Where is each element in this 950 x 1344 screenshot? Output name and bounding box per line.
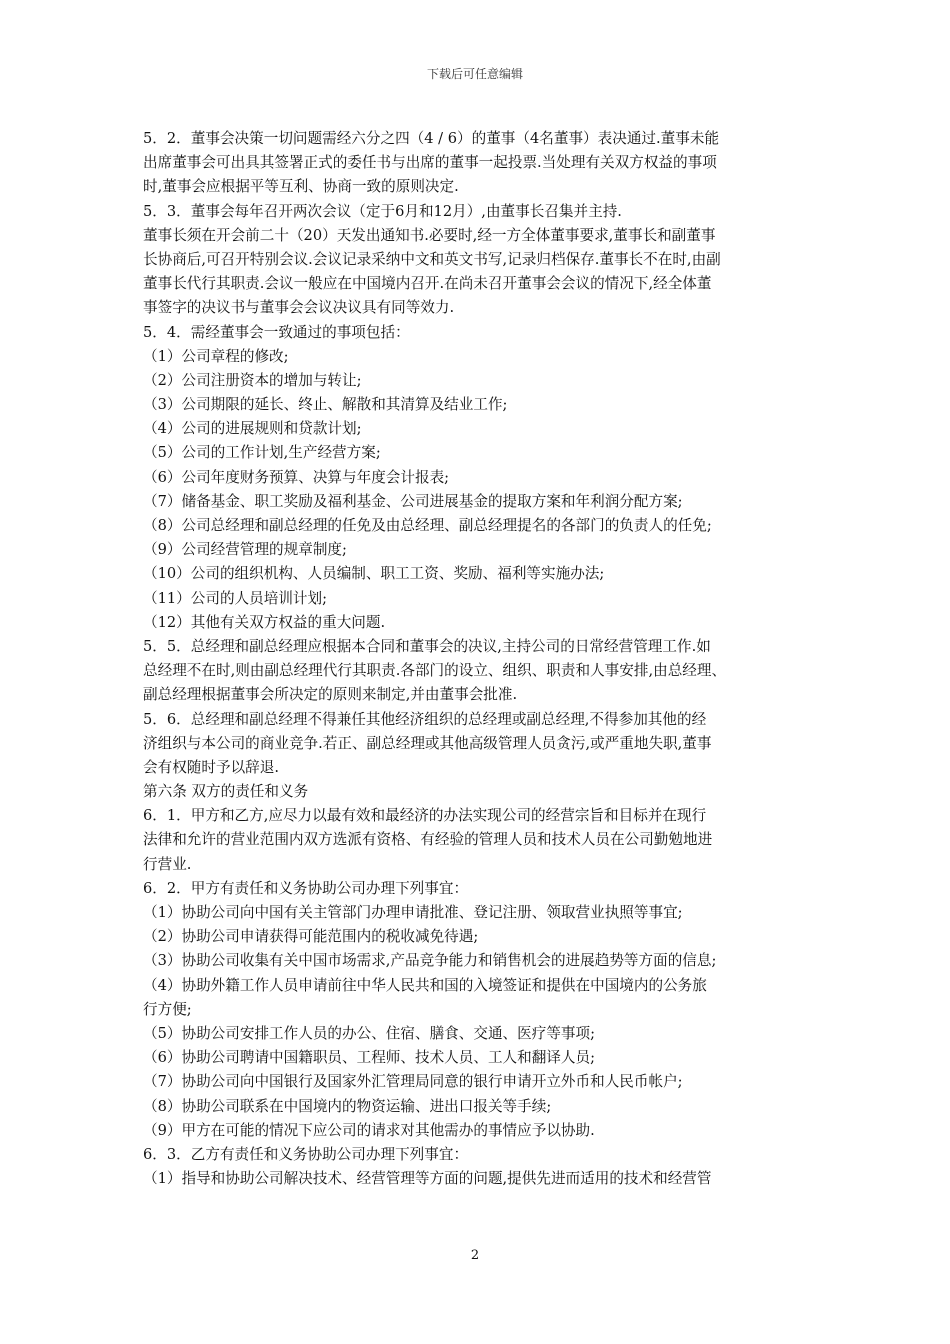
text-line: （3）公司期限的延长、终止、解散和其清算及结业工作; [143,396,508,414]
text-line: （11）公司的人员培训计划; [143,589,328,607]
section-heading: 第六条 双方的责任和义务 [143,783,309,801]
text-line: （1）指导和协助公司解决技术、经营管理等方面的问题,提供先进而适用的技术和经营管 [143,1170,712,1188]
text-line: 6．2．甲方有责任和义务协助公司办理下列事宜： [143,879,469,897]
text-line: （2）协助公司申请获得可能范围内的税收减免待遇; [143,928,479,946]
text-line: 总经理不在时,则由副总经理代行其职责.各部门的设立、组织、职责和人事安排,由总经理、 [143,662,727,680]
document-body [143,127,807,1191]
text-line: 6．1．甲方和乙方,应尽力以最有效和最经济的办法实现公司的经营宗旨和目标并在现行 [143,807,707,825]
text-line: 长协商后,可召开特别会议.会议记录采纳中文和英文书写,记录归档保存.董事长不在时,由副 [143,250,721,268]
text-line: （5）公司的工作计划,生产经营方案; [143,444,381,462]
text-line: （6）协助公司聘请中国籍职员、工程师、技术人员、工人和翻译人员; [143,1049,596,1067]
text-line: （9）公司经营管理的规章制度; [143,541,347,559]
text-line: 5．4．需经董事会一致通过的事项包括： [143,323,410,341]
text-line: （7）协助公司向中国银行及国家外汇管理局同意的银行申请开立外币和人民币帐户; [143,1073,683,1091]
text-line: 行方便; [143,1000,192,1018]
text-line: 5．5．总经理和副总经理应根据本合同和董事会的决议,主持公司的日常经营管理工作.如 [143,637,711,655]
text-line: 董事长须在开会前二十（20）天发出通知书.必要时,经一方全体董事要求,董事长和副董事 [143,226,716,244]
text-line: （1）协助公司向中国有关主管部门办理申请批准、登记注册、领取营业执照等事宜; [143,904,683,921]
text-line: 会有权随时予以辞退. [143,758,279,776]
text-line: （4）协助外籍工作人员申请前往中华人民共和国的入境签证和提供在中国境内的公务旅 [143,976,707,994]
text-line: 副总经理根据董事会所决定的原则来制定,并由董事会批准. [143,686,518,704]
text-line: 事签字的决议书与董事会会议决议具有同等效力. [143,299,455,317]
text-line: （8）公司总经理和副总经理的任免及由总经理、副总经理提名的各部门的负责人的任免; [143,517,712,534]
text-line: （12）其他有关双方权益的重大问题. [143,613,386,631]
text-line: 5．2．董事会决策一切问题需经六分之四（4 / 6）的董事（4名董事）表决通过.董事未能 [143,130,720,147]
text-line: （9）甲方在可能的情况下应公司的请求对其他需办的事情应予以协助. [143,1121,595,1139]
page-number: 2 [470,1248,480,1263]
text-line: 济组织与本公司的商业竞争.若正、副总经理或其他高级管理人员贪污,或严重地失职,董事 [143,734,712,752]
text-line: 法律和允许的营业范围内双方选派有资格、有经验的管理人员和技术人员在公司勤勉地进 [143,831,713,849]
text-line: （1）公司章程的修改; [143,347,289,365]
text-line: （6）公司年度财务预算、决算与年度会计报表; [143,468,450,486]
text-line: 董事长代行其职责.会议一般应在中国境内召开.在尚未召开董事会会议的情况下,经全体董 [143,275,712,293]
page-header: 下载后可任意编辑 [426,67,523,81]
text-line: 5．3．董事会每年召开两次会议（定于6月和12月）,由董事长召集并主持. [143,202,622,220]
text-line: （5）协助公司安排工作人员的办公、住宿、膳食、交通、医疗等事项; [143,1024,596,1042]
text-line: 6．3．乙方有责任和义务协助公司办理下列事宜： [143,1145,469,1163]
text-line: （3）协助公司收集有关中国市场需求,产品竞争能力和销售机会的进展趋势等方面的信息; [143,952,717,970]
text-line: （4）公司的进展规则和贷款计划; [143,420,362,438]
text-line: （7）储备基金、职工奖励及福利基金、公司进展基金的提取方案和年利润分配方案; [143,492,683,510]
text-line: 出席董事会可出具其签署正式的委任书与出席的董事一起投票.当处理有关双方权益的事项 [143,154,717,172]
text-line: 行营业. [143,855,192,873]
text-line: 5．6．总经理和副总经理不得兼任其他经济组织的总经理或副总经理,不得参加其他的经 [143,710,707,728]
text-line: （2）公司注册资本的增加与转让; [143,371,362,389]
text-line: 时,董事会应根据平等互利、协商一致的原则决定. [143,178,459,196]
text-line: （8）协助公司联系在中国境内的物资运输、进出口报关等手续; [143,1097,552,1115]
text-line: （10）公司的组织机构、人员编制、职工工资、奖励、福利等实施办法; [143,565,605,583]
